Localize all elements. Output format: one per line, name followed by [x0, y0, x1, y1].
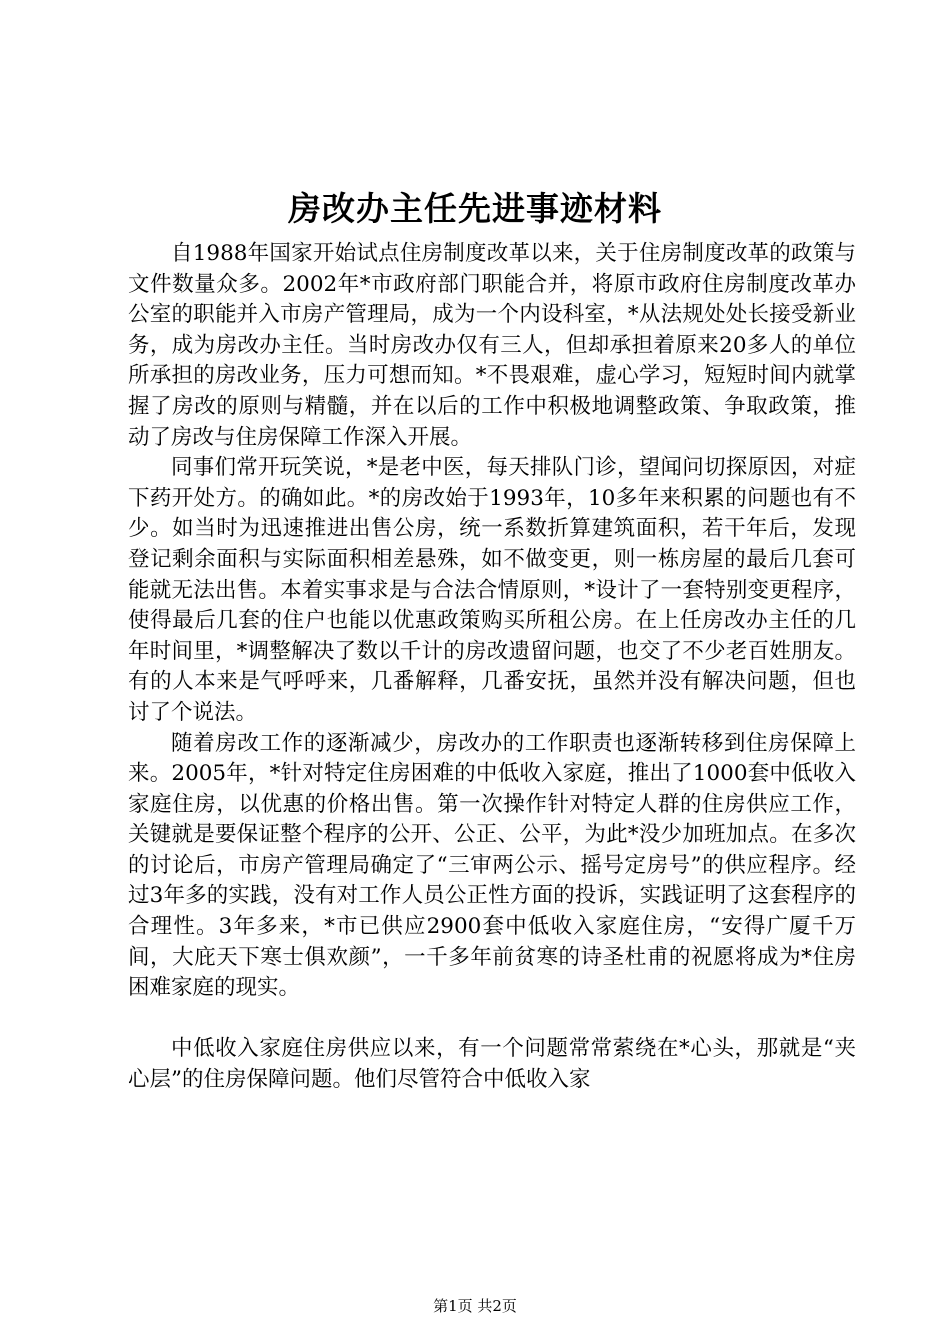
- paragraph-1: 自1988年国家开始试点住房制度改革以来，关于住房制度改革的政策与文件数量众多。2002年*市政府部门职能合并，将原市政府住房制度改革办公室的职能并入市房产管理局，成为一个内设科室，*从法规处处长接受新业务，成为房改办主任。当时房改办仅有三人，但却承担着原来20多人的单位所承担的房改业务，压力可想而知。*不畏艰难，虚心学习，短短时间内就掌握了房改的原则与精髓，并在以后的工作中积极地调整政策、争取政策，推动了房改与住房保障工作深入开展。: [128, 241, 856, 450]
- paragraph-2: 同事们常开玩笑说，*是老中医，每天排队门诊，望闻问切探原因，对症下药开处方。的确如此。*的房改始于1993年，10多年来积累的问题也有不少。如当时为迅速推进出售公房，统一系数折算建筑面积，若干年后，发现登记剩余面积与实际面积相差悬殊，如不做变更，则一栋房屋的最后几套可能就无法出售。本着实事求是与合法合情原则，*设计了一套特别变更程序，使得最后几套的住户也能以优惠政策购买所租公房。在上任房改办主任的几年时间里，*调整解决了数以千计的房改遗留问题，也交了不少老百姓朋友。有的人本来是气呼呼来，几番解释，几番安抚，虽然并没有解决问题，但也讨了个说法。: [128, 455, 856, 725]
- paragraph-4: 中低收入家庭住房供应以来，有一个问题常常萦绕在*心头，那就是“夹心层”的住房保障问题。他们尽管符合中低收入家: [128, 1036, 856, 1093]
- page-footer: 第1页 共2页: [433, 1297, 517, 1315]
- document-body: [128, 239, 856, 1096]
- document-title: 房改办主任先进事迹材料: [288, 189, 662, 228]
- paragraph-3: 随着房改工作的逐渐减少，房改办的工作职责也逐渐转移到住房保障上来。2005年，*针对特定住房困难的中低收入家庭，推出了1000套中低收入家庭住房，以优惠的价格出售。第一次操作针对特定人群的住房供应工作，关键就是要保证整个程序的公开、公正、公平，为此*没少加班加点。在多次的讨论后，市房产管理局确定了“三审两公示、摇号定房号”的供应程序。经过3年多的实践，没有对工作人员公正性方面的投诉，实践证明了这套程序的合理性。3年多来，*市已供应2900套中低收入家庭住房，“安得广厦千万间，大庇天下寒士俱欢颜”，一千多年前贫寒的诗圣杜甫的祝愿将成为*住房困难家庭的现实。: [128, 730, 856, 1001]
